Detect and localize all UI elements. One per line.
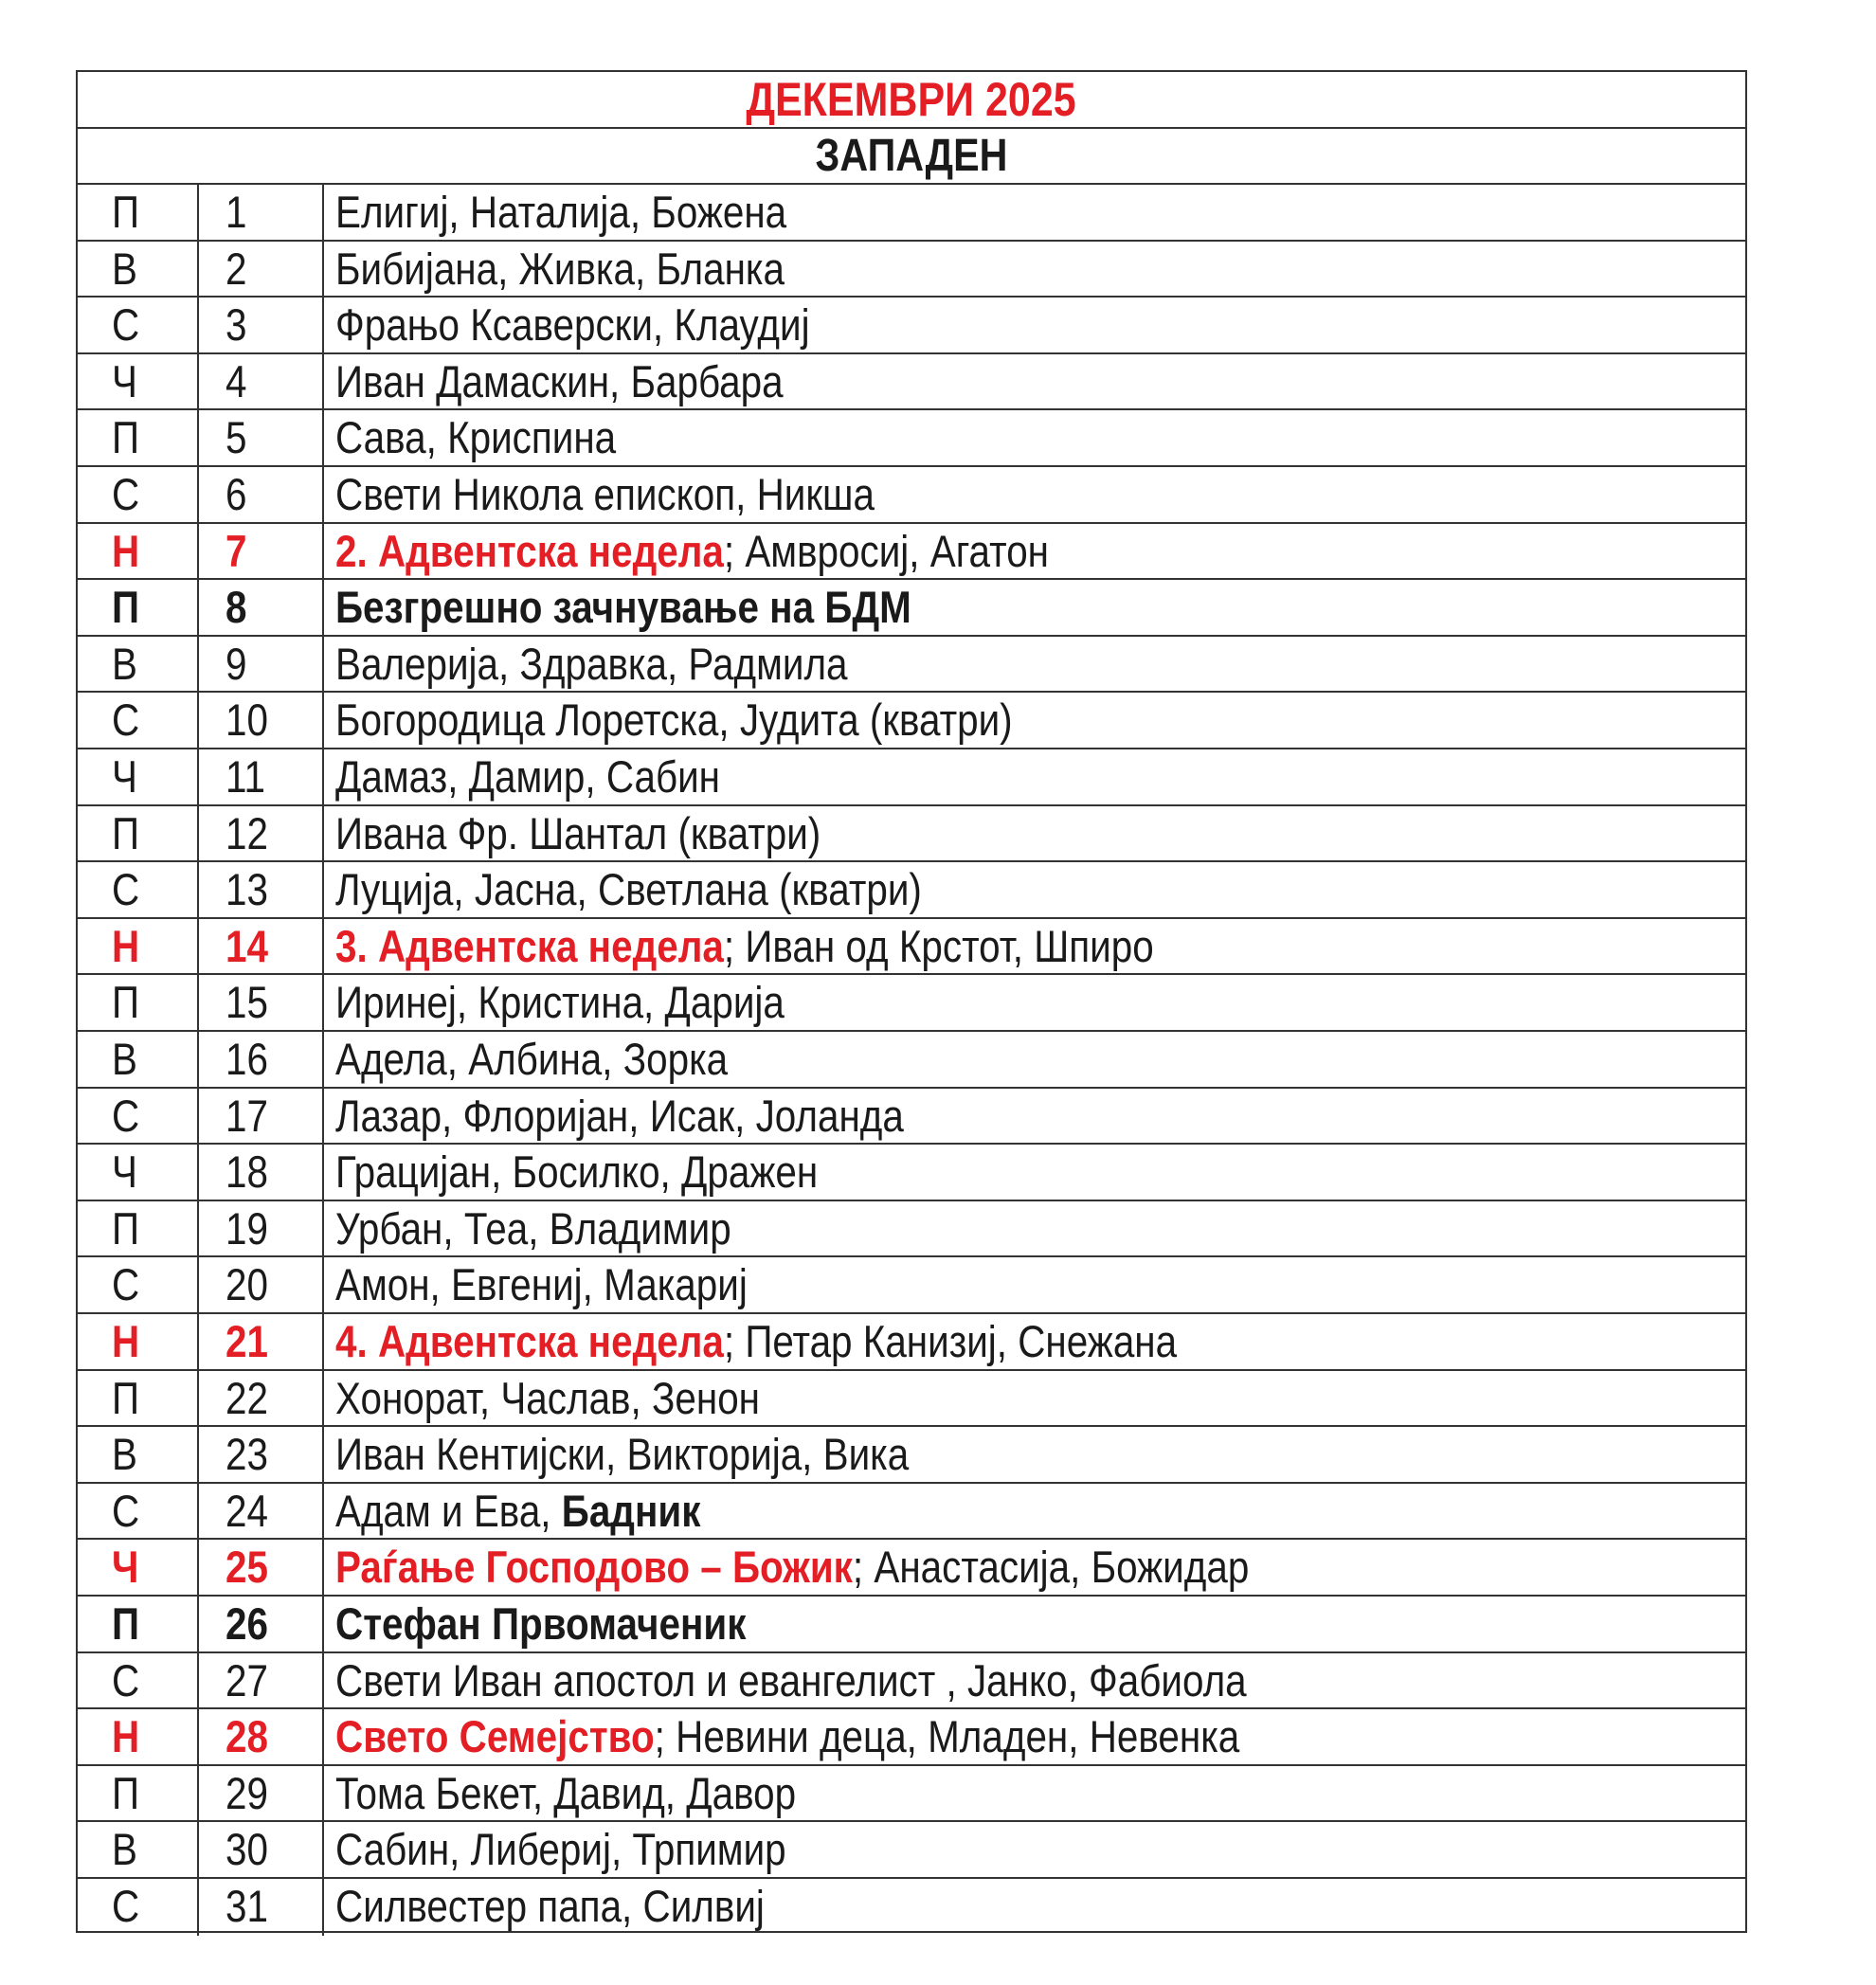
name-list: Адам и Ева,	[335, 1485, 562, 1536]
saints-cell	[324, 806, 1745, 861]
saints-text	[335, 1145, 818, 1199]
feast-name: 2. Адвентска недела	[335, 525, 724, 576]
weekday-letter: В	[112, 243, 137, 294]
weekday-letter: П	[112, 1372, 140, 1423]
saints-cell	[324, 1766, 1745, 1821]
saints-cell	[324, 1257, 1745, 1312]
day-row	[78, 580, 1745, 637]
saints-text	[335, 354, 784, 408]
weekday-letter: Н	[112, 1316, 140, 1366]
saints-text	[335, 749, 720, 803]
saints-cell	[324, 975, 1745, 1030]
weekday-letter: П	[112, 1598, 140, 1649]
weekday-letter: П	[112, 187, 140, 237]
saints-text	[335, 410, 616, 464]
weekday-cell	[78, 298, 199, 352]
name-list: Силвестер папа, Силвиј	[335, 1881, 765, 1931]
saints-text	[335, 862, 922, 916]
date-number: 18	[225, 1146, 268, 1198]
date-cell	[199, 524, 324, 579]
weekday-letter: С	[112, 864, 140, 915]
date-number: 4	[225, 355, 247, 406]
date-number: 5	[225, 412, 247, 463]
weekday-cell	[78, 1427, 199, 1482]
date-cell	[199, 1822, 324, 1877]
day-row	[78, 1822, 1745, 1879]
date-cell	[199, 1145, 324, 1200]
day-row	[78, 1427, 1745, 1484]
date-number: 29	[225, 1767, 268, 1818]
date-cell	[199, 1371, 324, 1426]
month-title: ДЕКЕМВРИ 2025	[746, 73, 1077, 126]
saints-text	[335, 185, 786, 239]
date-cell	[199, 637, 324, 692]
saints-cell	[324, 1597, 1745, 1651]
weekday-letter: В	[112, 1824, 137, 1875]
weekday-cell	[78, 693, 199, 748]
date-number: 6	[225, 469, 247, 519]
name-list: Богородица Лоретска, Јудита (кватри)	[335, 695, 1013, 746]
saints-cell	[324, 354, 1745, 409]
weekday-letter: С	[112, 299, 140, 351]
date-cell	[199, 1032, 324, 1087]
day-row	[78, 1032, 1745, 1089]
weekday-cell	[78, 975, 199, 1030]
weekday-letter: Н	[112, 920, 140, 971]
date-cell	[199, 410, 324, 465]
name-list: ; Анастасија, Божидар	[852, 1542, 1250, 1593]
day-row	[78, 637, 1745, 694]
name-list: ; Невини деца, Младен, Невенка	[654, 1711, 1240, 1762]
weekday-cell	[78, 749, 199, 804]
saints-text	[335, 1314, 1177, 1368]
date-number: 21	[225, 1316, 268, 1366]
date-cell	[199, 1201, 324, 1256]
day-row	[78, 467, 1745, 524]
date-number: 20	[225, 1259, 268, 1310]
saints-text	[335, 1371, 760, 1425]
name-list: Адела, Албина, Зорка	[335, 1034, 729, 1084]
saints-cell	[324, 1879, 1745, 1936]
name-list: Иван Кентијски, Викторија, Вика	[335, 1429, 910, 1480]
weekday-cell	[78, 1145, 199, 1200]
name-list: Свети Иван апостол и евангелист , Јанко, Фабиола	[335, 1654, 1247, 1705]
weekday-letter: С	[112, 1259, 140, 1310]
saints-text	[335, 1540, 1249, 1594]
weekday-letter: П	[112, 412, 140, 463]
date-cell	[199, 1540, 324, 1595]
weekday-cell	[78, 467, 199, 522]
date-cell	[199, 1766, 324, 1821]
date-cell	[199, 1709, 324, 1764]
day-row	[78, 1371, 1745, 1428]
date-cell	[199, 1427, 324, 1482]
weekday-letter: С	[112, 1881, 140, 1931]
weekday-cell	[78, 862, 199, 917]
weekday-letter: С	[112, 1485, 140, 1536]
day-row	[78, 298, 1745, 354]
weekday-cell	[78, 242, 199, 297]
weekday-letter: Ч	[112, 751, 137, 802]
saints-text	[335, 1709, 1239, 1763]
weekday-cell	[78, 806, 199, 861]
date-number: 28	[225, 1711, 268, 1762]
saints-cell	[324, 1427, 1745, 1482]
saints-text	[335, 1484, 700, 1538]
weekday-letter: С	[112, 1090, 140, 1141]
name-list: ; Иван од Крстот, Шпиро	[723, 920, 1154, 971]
saints-text	[335, 1766, 796, 1820]
saints-cell	[324, 1540, 1745, 1595]
saints-text	[335, 467, 875, 521]
day-row	[78, 919, 1745, 976]
date-cell	[199, 1314, 324, 1369]
saints-text	[335, 1089, 904, 1143]
date-cell	[199, 975, 324, 1030]
saints-text	[335, 1653, 1247, 1707]
saints-text	[335, 637, 848, 691]
weekday-letter: Н	[112, 525, 140, 576]
saints-cell	[324, 467, 1745, 522]
weekday-letter: С	[112, 469, 140, 519]
day-row	[78, 1145, 1745, 1201]
date-number: 22	[225, 1372, 268, 1423]
date-number: 3	[225, 299, 247, 351]
weekday-cell	[78, 580, 199, 635]
name-list: Грацијан, Босилко, Дражен	[335, 1146, 819, 1198]
date-cell	[199, 354, 324, 409]
date-cell	[199, 919, 324, 974]
date-number: 16	[225, 1034, 268, 1084]
saints-text	[335, 975, 785, 1029]
weekday-cell	[78, 1089, 199, 1144]
weekday-cell	[78, 1540, 199, 1595]
saints-text	[335, 1201, 731, 1255]
name-list: Сабин, Либериј, Трпимир	[335, 1824, 786, 1875]
day-row	[78, 1314, 1745, 1371]
name-list: Иван Дамаскин, Барбара	[335, 355, 784, 406]
date-cell	[199, 862, 324, 917]
saints-text	[335, 919, 1154, 973]
weekday-cell	[78, 1709, 199, 1764]
holiday-name: Стефан Првомаченик	[335, 1598, 747, 1649]
date-number: 31	[225, 1881, 268, 1931]
date-number: 10	[225, 695, 268, 746]
date-number: 30	[225, 1824, 268, 1875]
weekday-cell	[78, 919, 199, 974]
feast-name: 4. Адвентска недела	[335, 1316, 724, 1366]
date-number: 11	[225, 751, 265, 802]
saints-cell	[324, 1709, 1745, 1764]
day-row	[78, 185, 1745, 242]
saints-cell	[324, 1653, 1745, 1708]
weekday-cell	[78, 410, 199, 465]
weekday-cell	[78, 1822, 199, 1877]
date-number: 24	[225, 1485, 268, 1536]
weekday-letter: В	[112, 638, 137, 689]
date-cell	[199, 1653, 324, 1708]
weekday-letter: П	[112, 977, 140, 1028]
date-number: 19	[225, 1202, 268, 1254]
date-number: 23	[225, 1429, 268, 1480]
weekday-cell	[78, 1766, 199, 1821]
day-row	[78, 1484, 1745, 1541]
feast-name: Свето Семејство	[335, 1711, 655, 1762]
month-title-row	[78, 72, 1745, 129]
saints-text	[335, 580, 911, 634]
name-list: Урбан, Теа, Владимир	[335, 1202, 731, 1254]
saints-text	[335, 524, 1049, 578]
day-row	[78, 862, 1745, 919]
day-row	[78, 1653, 1745, 1710]
saints-text	[335, 1597, 746, 1651]
saints-cell	[324, 1371, 1745, 1426]
name-list: Хонорат, Часлав, Зенон	[335, 1372, 761, 1423]
day-row	[78, 1540, 1745, 1597]
name-list: Амон, Евгениј, Макариј	[335, 1259, 748, 1310]
day-rows	[78, 185, 1745, 1931]
weekday-letter: Ч	[112, 1542, 139, 1593]
day-row	[78, 410, 1745, 467]
date-number: 7	[225, 525, 247, 576]
weekday-cell	[78, 1371, 199, 1426]
date-number: 1	[225, 187, 247, 237]
weekday-letter: П	[112, 582, 140, 633]
date-number: 13	[225, 864, 268, 915]
name-list: Фрањо Ксаверски, Клаудиј	[335, 299, 810, 351]
saints-cell	[324, 1201, 1745, 1256]
weekday-cell	[78, 1032, 199, 1087]
date-cell	[199, 242, 324, 297]
saints-cell	[324, 410, 1745, 465]
name-list: ; Петар Канизиј, Снежана	[723, 1316, 1178, 1366]
saints-cell	[324, 1314, 1745, 1369]
date-cell	[199, 1879, 324, 1936]
day-row	[78, 806, 1745, 863]
weekday-cell	[78, 1314, 199, 1369]
name-list: Лазар, Флоријан, Исак, Јоланда	[335, 1090, 904, 1141]
date-cell	[199, 298, 324, 352]
date-cell	[199, 580, 324, 635]
day-row	[78, 1257, 1745, 1314]
name-list: Свети Никола епископ, Никша	[335, 469, 875, 519]
date-cell	[199, 1484, 324, 1539]
date-cell	[199, 1089, 324, 1144]
saints-cell	[324, 1822, 1745, 1877]
date-cell	[199, 467, 324, 522]
day-row	[78, 1766, 1745, 1823]
date-cell	[199, 1597, 324, 1651]
day-row	[78, 354, 1745, 411]
weekday-letter: П	[112, 1767, 140, 1818]
weekday-letter: Ч	[112, 1146, 137, 1198]
saints-text	[335, 1822, 786, 1876]
day-row	[78, 1201, 1745, 1258]
name-list: Валерија, Здравка, Радмила	[335, 638, 848, 689]
date-number: 25	[225, 1542, 268, 1593]
name-list: Луција, Јасна, Светлана (кватри)	[335, 864, 922, 915]
holiday-name: Бадник	[561, 1485, 701, 1536]
weekday-letter: Ч	[112, 355, 137, 406]
name-list: ; Амвросиј, Агатон	[723, 525, 1050, 576]
date-number: 2	[225, 243, 247, 294]
weekday-letter: П	[112, 807, 140, 858]
saints-text	[335, 806, 821, 860]
day-row	[78, 524, 1745, 581]
weekday-cell	[78, 1201, 199, 1256]
date-cell	[199, 693, 324, 748]
date-number: 27	[225, 1654, 268, 1705]
saints-cell	[324, 1032, 1745, 1087]
saints-cell	[324, 749, 1745, 804]
weekday-letter: Н	[112, 1711, 140, 1762]
day-row	[78, 975, 1745, 1032]
weekday-letter: В	[112, 1429, 137, 1480]
saints-cell	[324, 637, 1745, 692]
date-cell	[199, 1257, 324, 1312]
day-row	[78, 1089, 1745, 1146]
date-cell	[199, 749, 324, 804]
day-row	[78, 1709, 1745, 1766]
name-list: Ивана Фр. Шантал (кватри)	[335, 807, 821, 858]
weekday-cell	[78, 1484, 199, 1539]
weekday-letter: В	[112, 1034, 137, 1084]
feast-name: 3. Адвентска недела	[335, 920, 724, 971]
weekday-cell	[78, 1653, 199, 1708]
day-row	[78, 242, 1745, 298]
weekday-cell	[78, 1879, 199, 1936]
weekday-letter: С	[112, 695, 140, 746]
saints-cell	[324, 1484, 1745, 1539]
date-number: 17	[225, 1090, 268, 1141]
name-list: Бибијана, Живка, Бланка	[335, 243, 785, 294]
weekday-cell	[78, 524, 199, 579]
saints-cell	[324, 242, 1745, 297]
weekday-letter: С	[112, 1654, 140, 1705]
date-cell	[199, 806, 324, 861]
saints-text	[335, 242, 785, 296]
weekday-cell	[78, 637, 199, 692]
saints-cell	[324, 919, 1745, 974]
saints-cell	[324, 185, 1745, 240]
date-number: 15	[225, 977, 268, 1028]
saints-cell	[324, 1145, 1745, 1200]
date-number: 12	[225, 807, 268, 858]
date-number: 14	[225, 920, 268, 971]
saints-cell	[324, 693, 1745, 748]
name-list: Елигиј, Наталија, Божена	[335, 187, 787, 237]
date-number: 9	[225, 638, 247, 689]
weekday-letter: П	[112, 1202, 140, 1254]
saints-cell	[324, 298, 1745, 352]
saints-text	[335, 693, 1013, 747]
date-number: 8	[225, 582, 247, 633]
saints-cell	[324, 580, 1745, 635]
day-row	[78, 749, 1745, 806]
date-cell	[199, 185, 324, 240]
name-list: Дамаз, Дамир, Сабин	[335, 751, 721, 802]
holiday-name: Безгрешно зачнување на БДМ	[335, 582, 911, 633]
day-row	[78, 1597, 1745, 1653]
saints-cell	[324, 524, 1745, 579]
calendar-subtitle-row	[78, 129, 1745, 185]
weekday-cell	[78, 1257, 199, 1312]
calendar-subtitle: ЗАПАДЕН	[815, 131, 1008, 181]
calendar-table	[76, 70, 1747, 1933]
saints-text	[335, 1257, 748, 1311]
saints-text	[335, 1427, 909, 1481]
saints-text	[335, 298, 810, 352]
weekday-cell	[78, 1597, 199, 1651]
saints-cell	[324, 1089, 1745, 1144]
saints-text	[335, 1879, 765, 1933]
date-number: 26	[225, 1598, 268, 1649]
day-row	[78, 1879, 1745, 1936]
saints-cell	[324, 862, 1745, 917]
weekday-cell	[78, 354, 199, 409]
name-list: Иринеј, Кристина, Дарија	[335, 977, 785, 1028]
day-row	[78, 693, 1745, 749]
name-list: Сава, Криспина	[335, 412, 617, 463]
name-list: Тома Бекет, Давид, Давор	[335, 1767, 797, 1818]
saints-text	[335, 1032, 728, 1086]
weekday-cell	[78, 185, 199, 240]
feast-name: Раѓање Господово – Божик	[335, 1542, 853, 1593]
